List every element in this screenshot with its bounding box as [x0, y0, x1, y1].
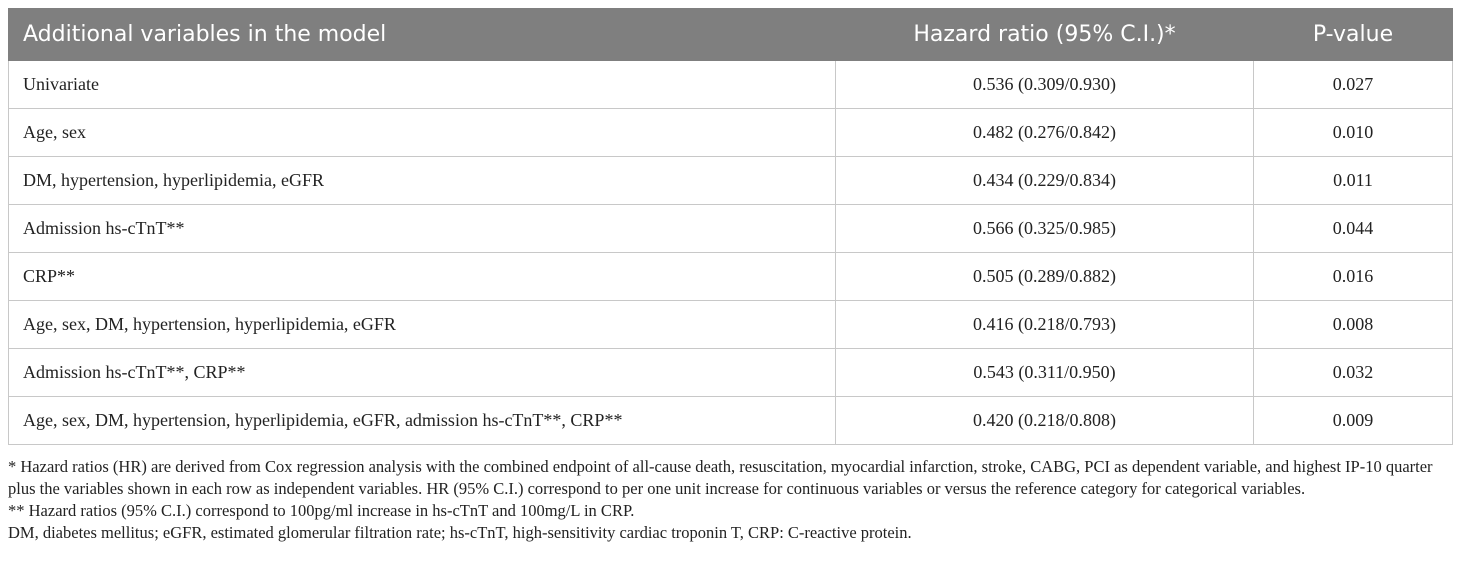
cell-variables: Age, sex, DM, hypertension, hyperlipidemia, eGFR, admission hs-cTnT**, CRP**: [9, 397, 836, 445]
cell-variables: Admission hs-cTnT**: [9, 205, 836, 253]
header-row: [9, 9, 1453, 61]
cell-p-value: 0.027: [1254, 61, 1453, 109]
table-row: [9, 301, 1453, 349]
cell-p-value: 0.032: [1254, 349, 1453, 397]
cell-hazard-ratio: 0.482 (0.276/0.842): [836, 109, 1254, 157]
table-row: [9, 205, 1453, 253]
cell-p-value: 0.016: [1254, 253, 1453, 301]
cell-hazard-ratio: 0.416 (0.218/0.793): [836, 301, 1254, 349]
table-header: [9, 9, 1453, 61]
cell-variables: Age, sex: [9, 109, 836, 157]
table-body: [9, 61, 1453, 445]
cell-p-value: 0.008: [1254, 301, 1453, 349]
header-hazard-ratio: Hazard ratio (95% C.I.)*: [836, 9, 1254, 61]
cell-p-value: 0.011: [1254, 157, 1453, 205]
table-row: [9, 397, 1453, 445]
cell-p-value: 0.010: [1254, 109, 1453, 157]
cell-variables: DM, hypertension, hyperlipidemia, eGFR: [9, 157, 836, 205]
table-row: [9, 109, 1453, 157]
footnote-abbreviations: DM, diabetes mellitus; eGFR, estimated glomerular filtration rate; hs-cTnT, high-sensitivity cardiac troponin T, CRP: C-reactive protein.: [8, 523, 912, 542]
hazard-ratio-table: [8, 8, 1453, 445]
header-p-value: P-value: [1254, 9, 1453, 61]
footnote-hazard-ratio-method: * Hazard ratios (HR) are derived from Cox regression analysis with the combined endpoint of all-cause death, resuscitation, myocardial infarction, stroke, CABG, PCI as dependent variable, and highest IP-10 quarter plus the variables shown in each row as independent variables. HR (95% C.I.) correspond to per one unit increase for continuous variables or versus the reference category for categorical variables.: [8, 457, 1433, 498]
cell-hazard-ratio: 0.420 (0.218/0.808): [836, 397, 1254, 445]
cell-variables: Admission hs-cTnT**, CRP**: [9, 349, 836, 397]
cell-p-value: 0.044: [1254, 205, 1453, 253]
cell-hazard-ratio: 0.566 (0.325/0.985): [836, 205, 1254, 253]
table-row: [9, 61, 1453, 109]
table-footnotes: [8, 456, 1452, 544]
footnote-unit-increase: ** Hazard ratios (95% C.I.) correspond to 100pg/ml increase in hs-cTnT and 100mg/L in CRP.: [8, 501, 635, 520]
header-additional-variables: Additional variables in the model: [9, 9, 836, 61]
cell-hazard-ratio: 0.434 (0.229/0.834): [836, 157, 1254, 205]
table-row: [9, 157, 1453, 205]
cell-variables: Age, sex, DM, hypertension, hyperlipidemia, eGFR: [9, 301, 836, 349]
cell-hazard-ratio: 0.505 (0.289/0.882): [836, 253, 1254, 301]
cell-variables: Univariate: [9, 61, 836, 109]
table-row: [9, 349, 1453, 397]
cell-p-value: 0.009: [1254, 397, 1453, 445]
table-row: [9, 253, 1453, 301]
hazard-ratio-table-container: [8, 8, 1452, 445]
cell-variables: CRP**: [9, 253, 836, 301]
cell-hazard-ratio: 0.543 (0.311/0.950): [836, 349, 1254, 397]
cell-hazard-ratio: 0.536 (0.309/0.930): [836, 61, 1254, 109]
